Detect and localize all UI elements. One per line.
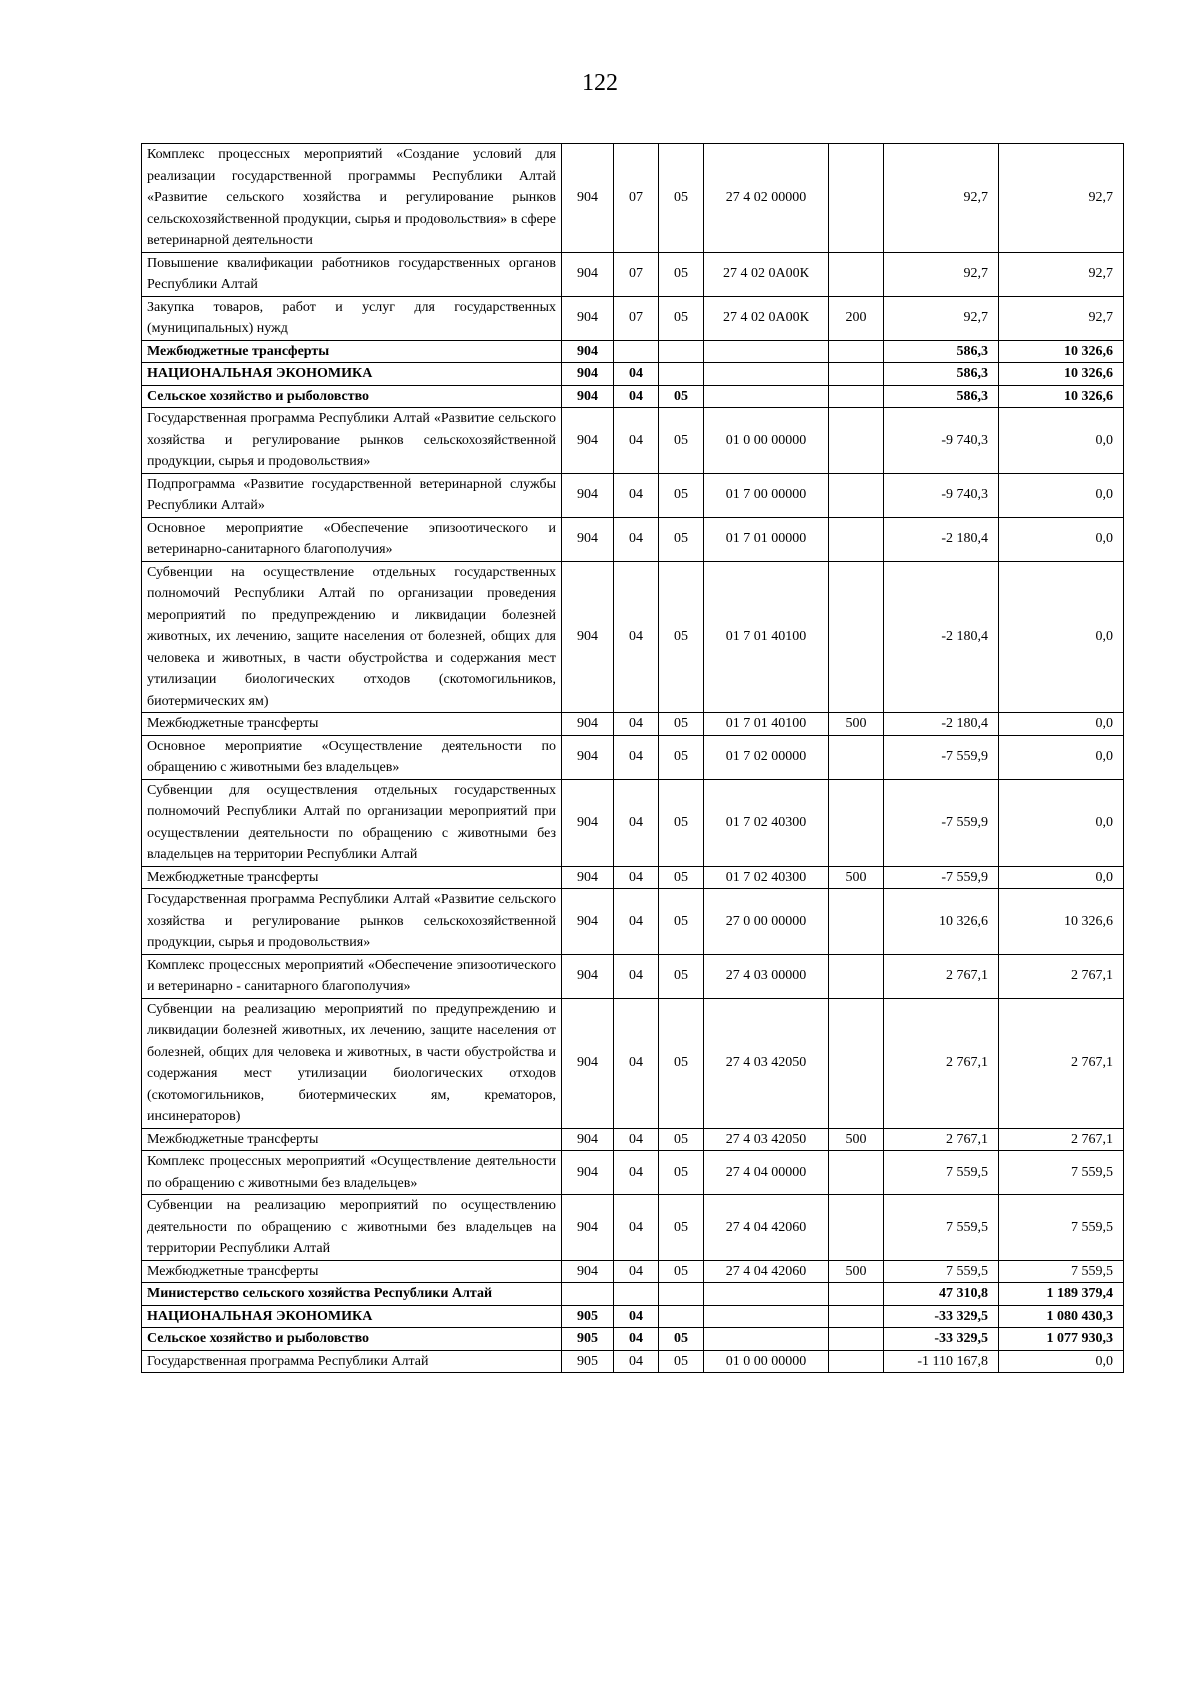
cell-target: 01 7 00 00000 bbox=[704, 473, 829, 517]
table-row bbox=[142, 1128, 1124, 1151]
cell-section: 04 bbox=[614, 735, 659, 779]
cell-sum2: 0,0 bbox=[999, 1350, 1124, 1373]
cell-subsection: 05 bbox=[659, 713, 704, 736]
cell-sum2: 0,0 bbox=[999, 408, 1124, 474]
cell-expense-type bbox=[829, 561, 884, 713]
cell-expense-type bbox=[829, 735, 884, 779]
cell-name: Государственная программа Республики Алтай «Развитие сельского хозяйства и регулирование рынков сельскохозяйственной продукции, сырья и продовольствия» bbox=[142, 408, 562, 474]
cell-section: 04 bbox=[614, 779, 659, 866]
page-number: 122 bbox=[582, 70, 618, 96]
cell-section: 04 bbox=[614, 473, 659, 517]
cell-expense-type bbox=[829, 998, 884, 1128]
cell-subsection: 05 bbox=[659, 866, 704, 889]
cell-expense-type bbox=[829, 473, 884, 517]
cell-ministry: 904 bbox=[562, 1260, 614, 1283]
cell-subsection: 05 bbox=[659, 144, 704, 253]
budget-table bbox=[141, 143, 1124, 1373]
cell-section: 04 bbox=[614, 1305, 659, 1328]
cell-name: Межбюджетные трансферты bbox=[142, 1128, 562, 1151]
cell-sum1: 47 310,8 bbox=[884, 1283, 999, 1306]
cell-subsection: 05 bbox=[659, 1328, 704, 1351]
table-row bbox=[142, 735, 1124, 779]
cell-subsection: 05 bbox=[659, 1128, 704, 1151]
cell-sum1: 2 767,1 bbox=[884, 1128, 999, 1151]
cell-section: 04 bbox=[614, 1350, 659, 1373]
cell-sum1: 2 767,1 bbox=[884, 998, 999, 1128]
cell-subsection: 05 bbox=[659, 889, 704, 955]
cell-name: Межбюджетные трансферты bbox=[142, 1260, 562, 1283]
cell-section: 07 bbox=[614, 252, 659, 296]
cell-sum2: 1 080 430,3 bbox=[999, 1305, 1124, 1328]
cell-sum2: 0,0 bbox=[999, 735, 1124, 779]
cell-subsection: 05 bbox=[659, 1195, 704, 1261]
cell-subsection: 05 bbox=[659, 252, 704, 296]
cell-sum2: 2 767,1 bbox=[999, 954, 1124, 998]
cell-sum1: -2 180,4 bbox=[884, 713, 999, 736]
table-row bbox=[142, 1260, 1124, 1283]
table-row bbox=[142, 713, 1124, 736]
cell-name: Субвенции на реализацию мероприятий по предупреждению и ликвидации болезней животных, их лечению, защите населения от болезней, общих для человека и животных, в части обустройства и содержания мест утилизации биологических отходов (скотомогильников, биотермических ям, крематоров, инсинераторов) bbox=[142, 998, 562, 1128]
cell-subsection bbox=[659, 340, 704, 363]
cell-sum2: 0,0 bbox=[999, 517, 1124, 561]
cell-ministry: 904 bbox=[562, 713, 614, 736]
cell-subsection bbox=[659, 1305, 704, 1328]
cell-sum1: -7 559,9 bbox=[884, 779, 999, 866]
table-row bbox=[142, 1151, 1124, 1195]
cell-subsection: 05 bbox=[659, 296, 704, 340]
cell-sum1: -1 110 167,8 bbox=[884, 1350, 999, 1373]
cell-expense-type: 500 bbox=[829, 866, 884, 889]
cell-section: 04 bbox=[614, 998, 659, 1128]
cell-name: Государственная программа Республики Алтай «Развитие сельского хозяйства и регулирование рынков сельскохозяйственной продукции, сырья и продовольствия» bbox=[142, 889, 562, 955]
cell-name: Субвенции для осуществления отдельных государственных полномочий Республики Алтай по организации мероприятий при осуществлении деятельности по обращению с животными без владельцев на территории Республики Алтай bbox=[142, 779, 562, 866]
cell-sum1: -2 180,4 bbox=[884, 517, 999, 561]
cell-section: 04 bbox=[614, 1328, 659, 1351]
table-row bbox=[142, 1283, 1124, 1306]
cell-expense-type bbox=[829, 517, 884, 561]
cell-target bbox=[704, 363, 829, 386]
cell-ministry: 904 bbox=[562, 1128, 614, 1151]
cell-target bbox=[704, 1328, 829, 1351]
cell-target bbox=[704, 1283, 829, 1306]
cell-ministry: 904 bbox=[562, 340, 614, 363]
cell-target bbox=[704, 385, 829, 408]
table-row bbox=[142, 473, 1124, 517]
cell-section: 04 bbox=[614, 1128, 659, 1151]
cell-target: 01 7 01 00000 bbox=[704, 517, 829, 561]
cell-section: 04 bbox=[614, 1195, 659, 1261]
cell-expense-type bbox=[829, 1195, 884, 1261]
table-row bbox=[142, 1305, 1124, 1328]
cell-expense-type bbox=[829, 1328, 884, 1351]
cell-section: 04 bbox=[614, 866, 659, 889]
cell-sum2: 0,0 bbox=[999, 561, 1124, 713]
cell-target: 01 7 02 40300 bbox=[704, 866, 829, 889]
cell-target bbox=[704, 1305, 829, 1328]
table-row bbox=[142, 866, 1124, 889]
cell-section: 04 bbox=[614, 363, 659, 386]
cell-section: 04 bbox=[614, 713, 659, 736]
cell-ministry bbox=[562, 1283, 614, 1306]
cell-sum1: 92,7 bbox=[884, 296, 999, 340]
cell-sum1: 586,3 bbox=[884, 385, 999, 408]
cell-sum2: 10 326,6 bbox=[999, 385, 1124, 408]
cell-sum1: -9 740,3 bbox=[884, 473, 999, 517]
cell-target: 01 0 00 00000 bbox=[704, 408, 829, 474]
cell-ministry: 904 bbox=[562, 385, 614, 408]
cell-sum1: -2 180,4 bbox=[884, 561, 999, 713]
cell-expense-type: 500 bbox=[829, 1260, 884, 1283]
cell-expense-type: 500 bbox=[829, 713, 884, 736]
cell-target: 27 4 03 42050 bbox=[704, 1128, 829, 1151]
cell-expense-type bbox=[829, 340, 884, 363]
cell-ministry: 904 bbox=[562, 144, 614, 253]
cell-target: 27 4 03 42050 bbox=[704, 998, 829, 1128]
cell-target: 27 4 04 42060 bbox=[704, 1195, 829, 1261]
cell-sum2: 92,7 bbox=[999, 144, 1124, 253]
table-row bbox=[142, 144, 1124, 253]
cell-name: Сельское хозяйство и рыболовство bbox=[142, 385, 562, 408]
cell-section: 04 bbox=[614, 1260, 659, 1283]
table-row bbox=[142, 363, 1124, 386]
cell-ministry: 904 bbox=[562, 517, 614, 561]
cell-sum2: 2 767,1 bbox=[999, 1128, 1124, 1151]
cell-name: Субвенции на реализацию мероприятий по осуществлению деятельности по обращению с животными без владельцев на территории Республики Алтай bbox=[142, 1195, 562, 1261]
cell-name: Повышение квалификации работников государственных органов Республики Алтай bbox=[142, 252, 562, 296]
cell-target: 27 4 02 00000 bbox=[704, 144, 829, 253]
cell-target bbox=[704, 340, 829, 363]
cell-section: 04 bbox=[614, 1151, 659, 1195]
cell-subsection: 05 bbox=[659, 1260, 704, 1283]
cell-subsection: 05 bbox=[659, 1151, 704, 1195]
cell-ministry: 904 bbox=[562, 779, 614, 866]
table-row bbox=[142, 1195, 1124, 1261]
cell-expense-type bbox=[829, 144, 884, 253]
cell-expense-type bbox=[829, 408, 884, 474]
cell-ministry: 905 bbox=[562, 1350, 614, 1373]
cell-sum1: -33 329,5 bbox=[884, 1328, 999, 1351]
cell-section: 04 bbox=[614, 889, 659, 955]
cell-expense-type bbox=[829, 954, 884, 998]
cell-sum1: 92,7 bbox=[884, 144, 999, 253]
cell-target: 01 0 00 00000 bbox=[704, 1350, 829, 1373]
table-row bbox=[142, 252, 1124, 296]
cell-sum2: 92,7 bbox=[999, 296, 1124, 340]
cell-subsection: 05 bbox=[659, 1350, 704, 1373]
cell-sum1: 7 559,5 bbox=[884, 1195, 999, 1261]
cell-ministry: 904 bbox=[562, 473, 614, 517]
cell-name: Субвенции на осуществление отдельных государственных полномочий Республики Алтай по организации проведения мероприятий по предупреждению и ликвидации болезней животных, их лечению, защите населения от болезней, общих для человека и животных, в части обустройства и содержания мест утилизации биологических отходов (скотомогильников, биотермических ям) bbox=[142, 561, 562, 713]
cell-target: 27 4 03 00000 bbox=[704, 954, 829, 998]
table-row bbox=[142, 779, 1124, 866]
cell-expense-type: 200 bbox=[829, 296, 884, 340]
cell-sum1: 7 559,5 bbox=[884, 1260, 999, 1283]
cell-sum1: -33 329,5 bbox=[884, 1305, 999, 1328]
table-row bbox=[142, 998, 1124, 1128]
cell-ministry: 904 bbox=[562, 998, 614, 1128]
cell-name: Министерство сельского хозяйства Республики Алтай bbox=[142, 1283, 562, 1306]
cell-sum2: 0,0 bbox=[999, 473, 1124, 517]
cell-ministry: 904 bbox=[562, 363, 614, 386]
cell-target: 27 4 02 0А00К bbox=[704, 296, 829, 340]
cell-sum1: 586,3 bbox=[884, 363, 999, 386]
cell-target: 27 4 04 42060 bbox=[704, 1260, 829, 1283]
cell-ministry: 905 bbox=[562, 1328, 614, 1351]
cell-name: Сельское хозяйство и рыболовство bbox=[142, 1328, 562, 1351]
cell-sum2: 10 326,6 bbox=[999, 889, 1124, 955]
cell-subsection: 05 bbox=[659, 408, 704, 474]
cell-expense-type bbox=[829, 252, 884, 296]
cell-name: Основное мероприятие «Обеспечение эпизоотического и ветеринарно-санитарного благополучия» bbox=[142, 517, 562, 561]
cell-ministry: 904 bbox=[562, 1195, 614, 1261]
cell-subsection: 05 bbox=[659, 561, 704, 713]
cell-target: 01 7 02 40300 bbox=[704, 779, 829, 866]
cell-section: 04 bbox=[614, 385, 659, 408]
cell-sum1: -7 559,9 bbox=[884, 735, 999, 779]
cell-name: Подпрограмма «Развитие государственной ветеринарной службы Республики Алтай» bbox=[142, 473, 562, 517]
cell-sum1: 586,3 bbox=[884, 340, 999, 363]
cell-subsection: 05 bbox=[659, 517, 704, 561]
cell-sum1: -7 559,9 bbox=[884, 866, 999, 889]
table-row bbox=[142, 408, 1124, 474]
cell-target: 27 4 02 0А00К bbox=[704, 252, 829, 296]
cell-name: Межбюджетные трансферты bbox=[142, 866, 562, 889]
cell-sum2: 10 326,6 bbox=[999, 340, 1124, 363]
cell-section: 04 bbox=[614, 561, 659, 713]
cell-ministry: 904 bbox=[562, 1151, 614, 1195]
cell-expense-type bbox=[829, 1350, 884, 1373]
cell-expense-type bbox=[829, 779, 884, 866]
cell-subsection: 05 bbox=[659, 998, 704, 1128]
cell-name: Закупка товаров, работ и услуг для государственных (муниципальных) нужд bbox=[142, 296, 562, 340]
cell-name: Государственная программа Республики Алтай bbox=[142, 1350, 562, 1373]
cell-expense-type bbox=[829, 1283, 884, 1306]
cell-sum2: 0,0 bbox=[999, 713, 1124, 736]
cell-ministry: 905 bbox=[562, 1305, 614, 1328]
cell-subsection bbox=[659, 1283, 704, 1306]
cell-name: Межбюджетные трансферты bbox=[142, 340, 562, 363]
cell-sum2: 2 767,1 bbox=[999, 998, 1124, 1128]
cell-name: НАЦИОНАЛЬНАЯ ЭКОНОМИКА bbox=[142, 1305, 562, 1328]
cell-sum1: 2 767,1 bbox=[884, 954, 999, 998]
cell-subsection: 05 bbox=[659, 779, 704, 866]
cell-section bbox=[614, 1283, 659, 1306]
cell-name: Основное мероприятие «Осуществление деятельности по обращению с животными без владельцев» bbox=[142, 735, 562, 779]
cell-sum2: 1 189 379,4 bbox=[999, 1283, 1124, 1306]
cell-subsection: 05 bbox=[659, 954, 704, 998]
cell-sum2: 10 326,6 bbox=[999, 363, 1124, 386]
cell-sum2: 92,7 bbox=[999, 252, 1124, 296]
cell-subsection: 05 bbox=[659, 735, 704, 779]
cell-expense-type bbox=[829, 1151, 884, 1195]
cell-expense-type bbox=[829, 385, 884, 408]
table-row bbox=[142, 954, 1124, 998]
cell-expense-type bbox=[829, 889, 884, 955]
cell-section: 07 bbox=[614, 144, 659, 253]
cell-name: Комплекс процессных мероприятий «Осуществление деятельности по обращению с животными без владельцев» bbox=[142, 1151, 562, 1195]
cell-sum1: 7 559,5 bbox=[884, 1151, 999, 1195]
cell-ministry: 904 bbox=[562, 866, 614, 889]
cell-sum1: 10 326,6 bbox=[884, 889, 999, 955]
cell-ministry: 904 bbox=[562, 735, 614, 779]
cell-section: 07 bbox=[614, 296, 659, 340]
cell-target: 27 4 04 00000 bbox=[704, 1151, 829, 1195]
table-row bbox=[142, 340, 1124, 363]
cell-sum2: 7 559,5 bbox=[999, 1260, 1124, 1283]
cell-ministry: 904 bbox=[562, 252, 614, 296]
cell-section: 04 bbox=[614, 408, 659, 474]
table-row bbox=[142, 517, 1124, 561]
cell-section: 04 bbox=[614, 954, 659, 998]
cell-section bbox=[614, 340, 659, 363]
cell-name: Комплекс процессных мероприятий «Создание условий для реализации государственной программы Республики Алтай «Развитие сельского хозяйства и регулирование рынков сельскохозяйственной продукции, сырья и продовольствия» в сфере ветеринарной деятельности bbox=[142, 144, 562, 253]
cell-subsection: 05 bbox=[659, 473, 704, 517]
cell-ministry: 904 bbox=[562, 954, 614, 998]
table-row bbox=[142, 889, 1124, 955]
cell-sum2: 0,0 bbox=[999, 866, 1124, 889]
cell-name: Межбюджетные трансферты bbox=[142, 713, 562, 736]
cell-sum1: -9 740,3 bbox=[884, 408, 999, 474]
cell-subsection bbox=[659, 363, 704, 386]
table-row bbox=[142, 1350, 1124, 1373]
table-row bbox=[142, 296, 1124, 340]
table-row bbox=[142, 561, 1124, 713]
cell-target: 01 7 02 00000 bbox=[704, 735, 829, 779]
cell-ministry: 904 bbox=[562, 561, 614, 713]
cell-target: 01 7 01 40100 bbox=[704, 713, 829, 736]
table-body bbox=[142, 144, 1124, 1373]
cell-name: НАЦИОНАЛЬНАЯ ЭКОНОМИКА bbox=[142, 363, 562, 386]
table-row bbox=[142, 1328, 1124, 1351]
cell-sum2: 7 559,5 bbox=[999, 1151, 1124, 1195]
cell-subsection: 05 bbox=[659, 385, 704, 408]
cell-sum2: 1 077 930,3 bbox=[999, 1328, 1124, 1351]
cell-expense-type bbox=[829, 1305, 884, 1328]
cell-section: 04 bbox=[614, 517, 659, 561]
cell-expense-type bbox=[829, 363, 884, 386]
cell-sum2: 7 559,5 bbox=[999, 1195, 1124, 1261]
cell-target: 01 7 01 40100 bbox=[704, 561, 829, 713]
cell-expense-type: 500 bbox=[829, 1128, 884, 1151]
table-row bbox=[142, 385, 1124, 408]
cell-ministry: 904 bbox=[562, 408, 614, 474]
cell-sum1: 92,7 bbox=[884, 252, 999, 296]
cell-ministry: 904 bbox=[562, 889, 614, 955]
cell-ministry: 904 bbox=[562, 296, 614, 340]
cell-sum2: 0,0 bbox=[999, 779, 1124, 866]
cell-target: 27 0 00 00000 bbox=[704, 889, 829, 955]
cell-name: Комплекс процессных мероприятий «Обеспечение эпизоотического и ветеринарно - санитарного благополучия» bbox=[142, 954, 562, 998]
